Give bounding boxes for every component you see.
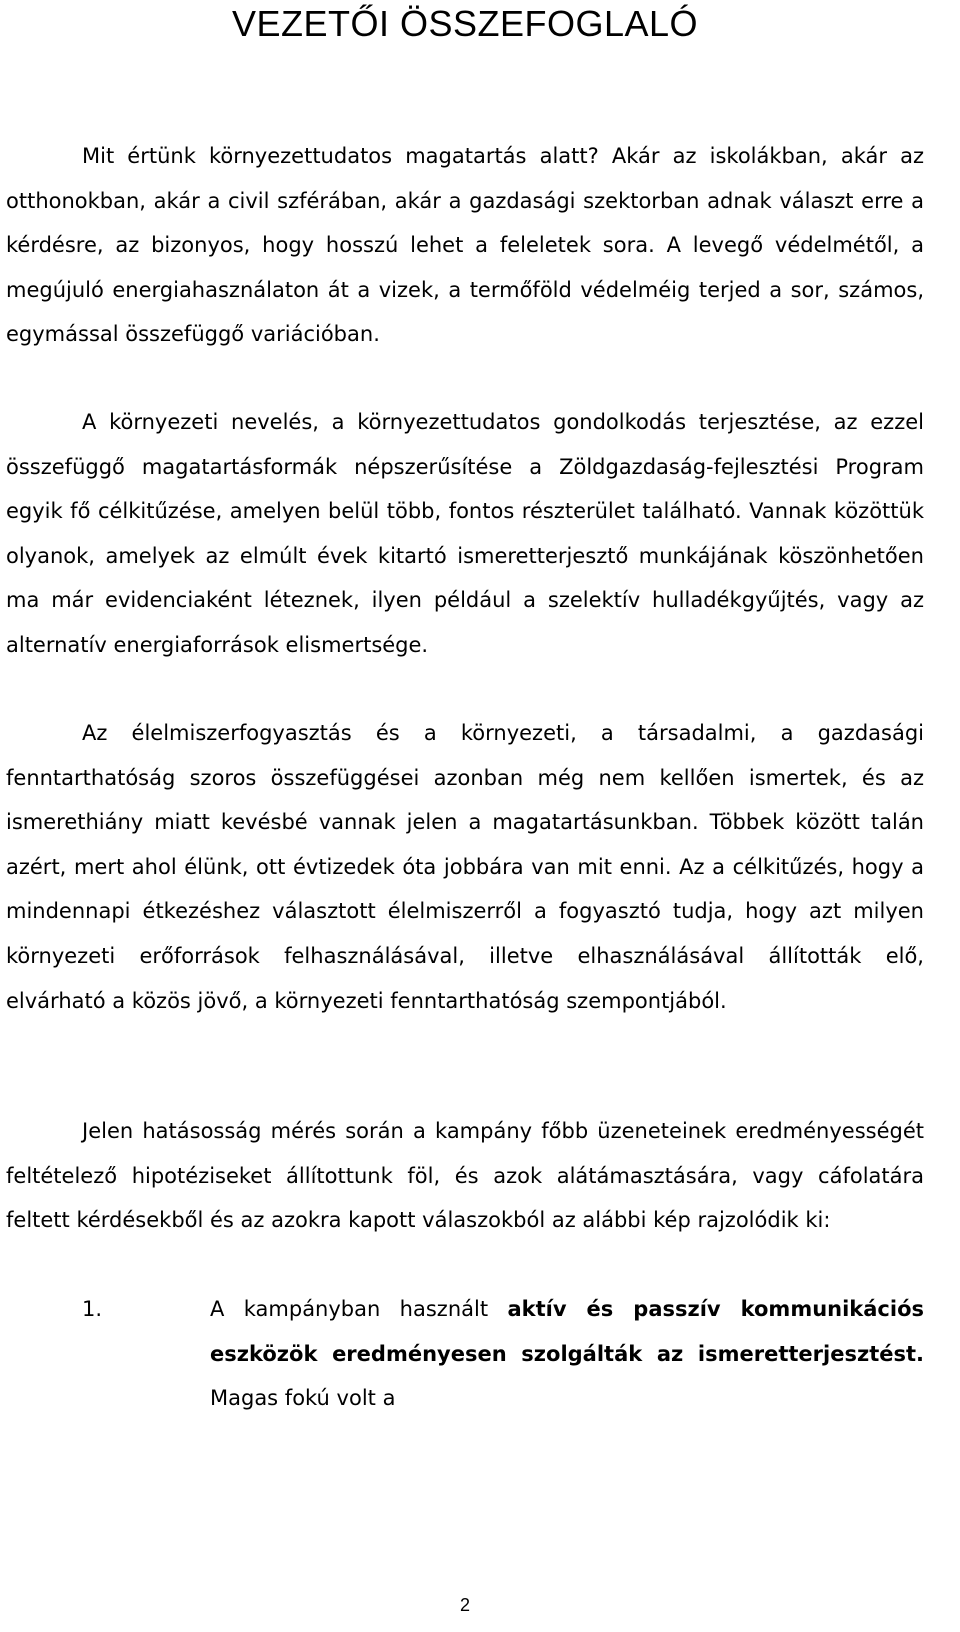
list-item-bold-text: aktív és passzív kommunikációs eszközök eredményesen szolgálták az ismeretterjesztést. [210,1297,925,1366]
list-item-number: 1. [82,1297,103,1321]
list-item-text: A kampányban használt [210,1297,508,1321]
paragraph-intro: Mit értünk környezettudatos magatartás alatt? Akár az iskolákban, akár az otthonokban, akár a civil szférában, akár a gazdasági szektorban adnak választ erre a kérdésre, az bizonyos, hogy hosszú lehet a feleletek sora. A levegő védelmétől, a megújuló energiahasználaton át a vizek, a termőföld védelméig terjed a sor, számos, egymással összefüggő variációban. [6,144,924,347]
findings-list [6,1287,924,1421]
paragraph-food-consumption: Az élelmiszerfogyasztás és a környezeti, a társadalmi, a gazdasági fenntarthatóság szoros összefüggései azonban még nem kellően ismertek, és az ismerethiány miatt kevésbé vannak jelen a magatartásunkban. Többek között talán azért, mert ahol élünk, ott évtizedek óta jobbára van mit enni. Az a célkitűzés, hogy a mindennapi étkezéshez választott élelmiszerről a fogyasztó tudja, hogy azt milyen környezeti erőforrások felhasználásával, illetve elhasználásával állították elő, elvárható a közös jövő, a környezeti fenntarthatóság szempontjából. [6,721,924,1013]
list-item [6,1287,924,1421]
paragraph-impact-measurement: Jelen hatásosság mérés során a kampány főbb üzeneteinek eredményességét feltételező hipotéziseket állítottunk föl, és azok alátámasztására, vagy cáfolatára feltett kérdésekből és az azokra kapott válaszokból az alábbi kép rajzolódik ki: [6,1119,924,1233]
document-title: VEZETŐI ÖSSZEFOGLALÓ [231,3,699,44]
list-item-text-continued: Magas fokú volt a [210,1386,396,1411]
paragraph-environmental-education: A környezeti nevelés, a környezettudatos gondolkodás terjesztése, az ezzel összefüggő magatartásformák népszerűsítése a Zöldgazdaság-fejlesztési Program egyik fő célkitűzése, amelyen belül több, fontos részterület található. Vannak közöttük olyanok, amelyek az elmúlt évek kitartó ismeretterjesztő munkájának köszönhetően ma már evidenciaként léteznek, ilyen például a szelektív hulladékgyűjtés, vagy az alternatív energiaforrások elismertsége. [6,410,924,657]
page-number: 2 [459,1595,470,1615]
